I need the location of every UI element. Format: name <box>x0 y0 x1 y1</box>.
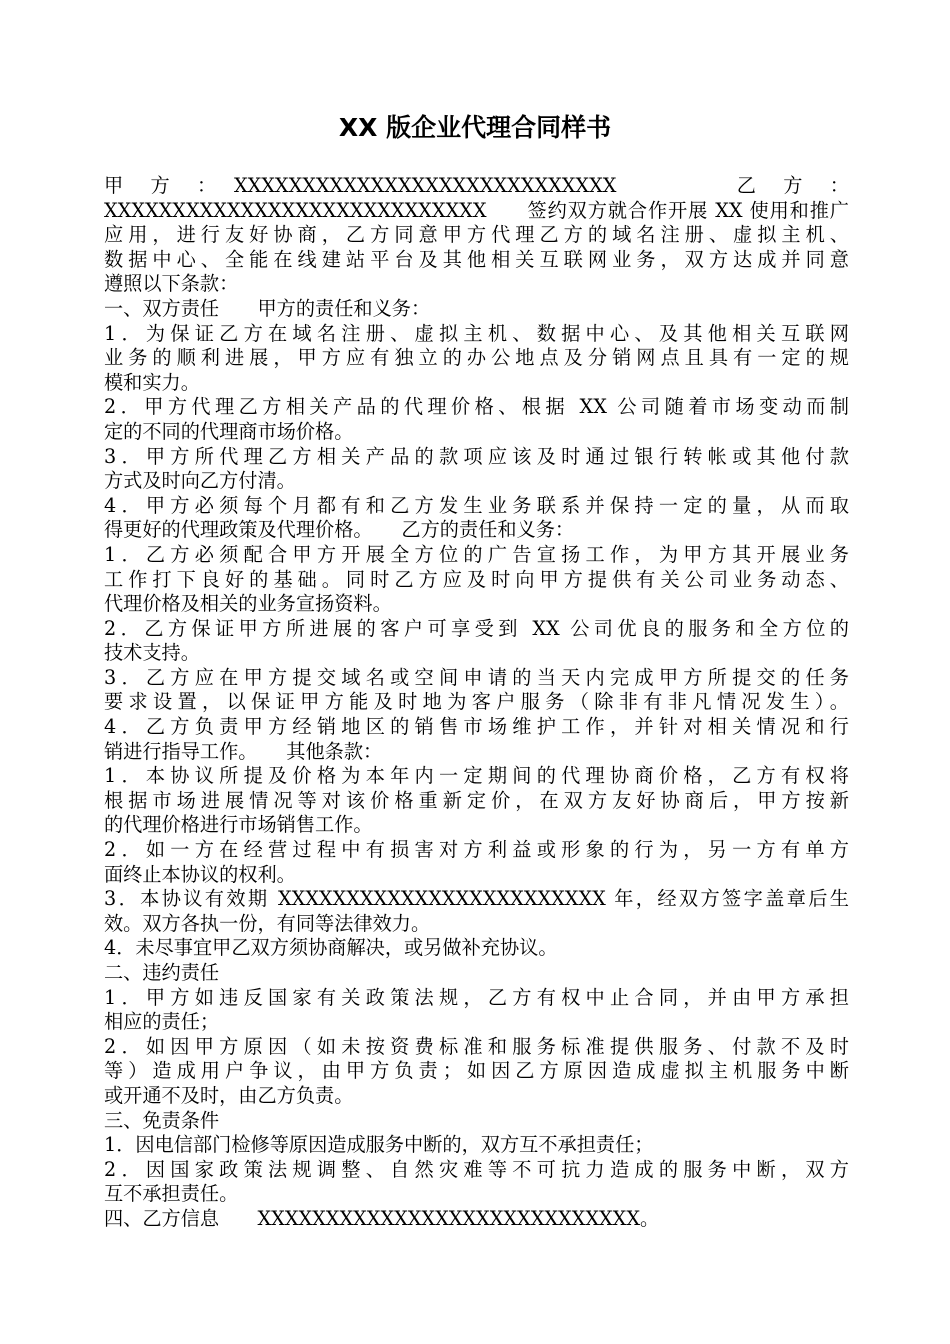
document-line: 一、双方责任 甲方的责任和义务： <box>104 296 431 320</box>
document-line: 面终止本协议的权利。 <box>104 862 296 886</box>
document-line: 2．如因甲方原因（如未按资费标准和服务标准提供服务、付款不及时 <box>104 1034 849 1058</box>
document-line: 效。双方各执一份，有同等法律效力。 <box>104 911 431 935</box>
document-body <box>104 174 849 1232</box>
document-line: 1．因电信部门检修等原因造成服务中断的，双方互不承担责任； <box>104 1133 654 1157</box>
document-line: 四、乙方信息 XXXXXXXXXXXXXXXXXXXXXXXXXXXX。 <box>104 1206 660 1230</box>
document-line: 销进行指导工作。 其他条款： <box>104 739 383 763</box>
document-line: 4．甲方必须每个月都有和乙方发生业务联系并保持一定的量，从而取 <box>104 493 849 517</box>
document-line: 1．本协议所提及价格为本年内一定期间的代理协商价格，乙方有权将 <box>104 764 849 788</box>
document-line: 2．甲方代理乙方相关产品的代理价格、根据 XX 公司随着市场变动而制 <box>104 395 849 419</box>
document-line: 三、免责条件 <box>104 1108 220 1132</box>
document-line: 2．如一方在经营过程中有损害对方利益或形象的行为，另一方有单方 <box>104 838 849 862</box>
document-line: 方式及时向乙方付清。 <box>104 469 296 493</box>
document-line: 定的不同的代理商市场价格。 <box>104 419 354 443</box>
document-line: 业务的顺利进展，甲方应有独立的办公地点及分销网点且具有一定的规 <box>104 346 849 370</box>
document-line: 互不承担责任。 <box>104 1182 239 1206</box>
document-line: 3．乙方应在甲方提交域名或空间申请的当天内完成甲方所提交的任务 <box>104 665 849 689</box>
document-line: 3．甲方所代理乙方相关产品的款项应该及时通过银行转帐或其他付款 <box>104 444 849 468</box>
document-line: 1．甲方如违反国家有关政策法规，乙方有权中止合同，并由甲方承担 <box>104 985 849 1009</box>
document-line: 模和实力。 <box>104 370 200 394</box>
document-line: 的代理价格进行市场销售工作。 <box>104 813 373 837</box>
document-line: XXXXXXXXXXXXXXXXXXXXXXXXXXXX 签约双方就合作开展 XX 使用和推广 <box>104 198 849 222</box>
document-line: 工作打下良好的基础。同时乙方应及时向甲方提供有关公司业务动态、 <box>104 567 849 591</box>
document-line: 4．乙方负责甲方经销地区的销售市场维护工作，并针对相关情况和行 <box>104 715 849 739</box>
document-line: 二、违约责任 <box>104 961 220 984</box>
document-line: 等）造成用户争议，由甲方负责；如因乙方原因造成虚拟主机服务中断 <box>104 1059 849 1083</box>
document-line: 或开通不及时，由乙方负责。 <box>104 1083 354 1107</box>
document-line: 得更好的代理政策及代理价格。 乙方的责任和义务： <box>104 518 575 542</box>
document-line: 1．为保证乙方在域名注册、虚拟主机、数据中心、及其他相关互联网 <box>104 321 849 345</box>
document-line: 甲 方 ： XXXXXXXXXXXXXXXXXXXXXXXXXXXX 乙 方 ： <box>104 174 849 197</box>
document-title: XX 版企业代理合同样书 <box>338 113 612 142</box>
document-line: 4．未尽事宜甲乙双方须协商解决，或另做补充协议。 <box>104 936 558 960</box>
document-line: 1．乙方必须配合甲方开展全方位的广告宣扬工作，为甲方其开展业务 <box>104 542 849 566</box>
document-line: 代理价格及相关的业务宣扬资料。 <box>104 592 392 616</box>
document-line: 2．乙方保证甲方所进展的客户可享受到 XX 公司优良的服务和全方位的 <box>104 616 849 640</box>
document-line: 数据中心、全能在线建站平台及其他相关互联网业务，双方达成并同意 <box>104 247 849 271</box>
document-line: 技术支持。 <box>104 641 200 665</box>
document-line: 应用，进行友好协商，乙方同意甲方代理乙方的域名注册、虚拟主机、 <box>104 223 849 247</box>
document-line: 3．本协议有效期 XXXXXXXXXXXXXXXXXXXXXXXX 年，经双方签字盖章后生 <box>104 887 849 911</box>
document-line: 2．因国家政策法规调整、自然灾难等不可抗力造成的服务中断，双方 <box>104 1157 849 1181</box>
document-line: 遵照以下条款： <box>104 272 239 296</box>
document-line: 要求设置，以保证甲方能及时地为客户服务（除非有非凡情况发生）。 <box>104 690 849 714</box>
document-line: 相应的责任； <box>104 1010 220 1034</box>
document-line: 根据市场进展情况等对该价格重新定价，在双方友好协商后，甲方按新 <box>104 788 849 812</box>
